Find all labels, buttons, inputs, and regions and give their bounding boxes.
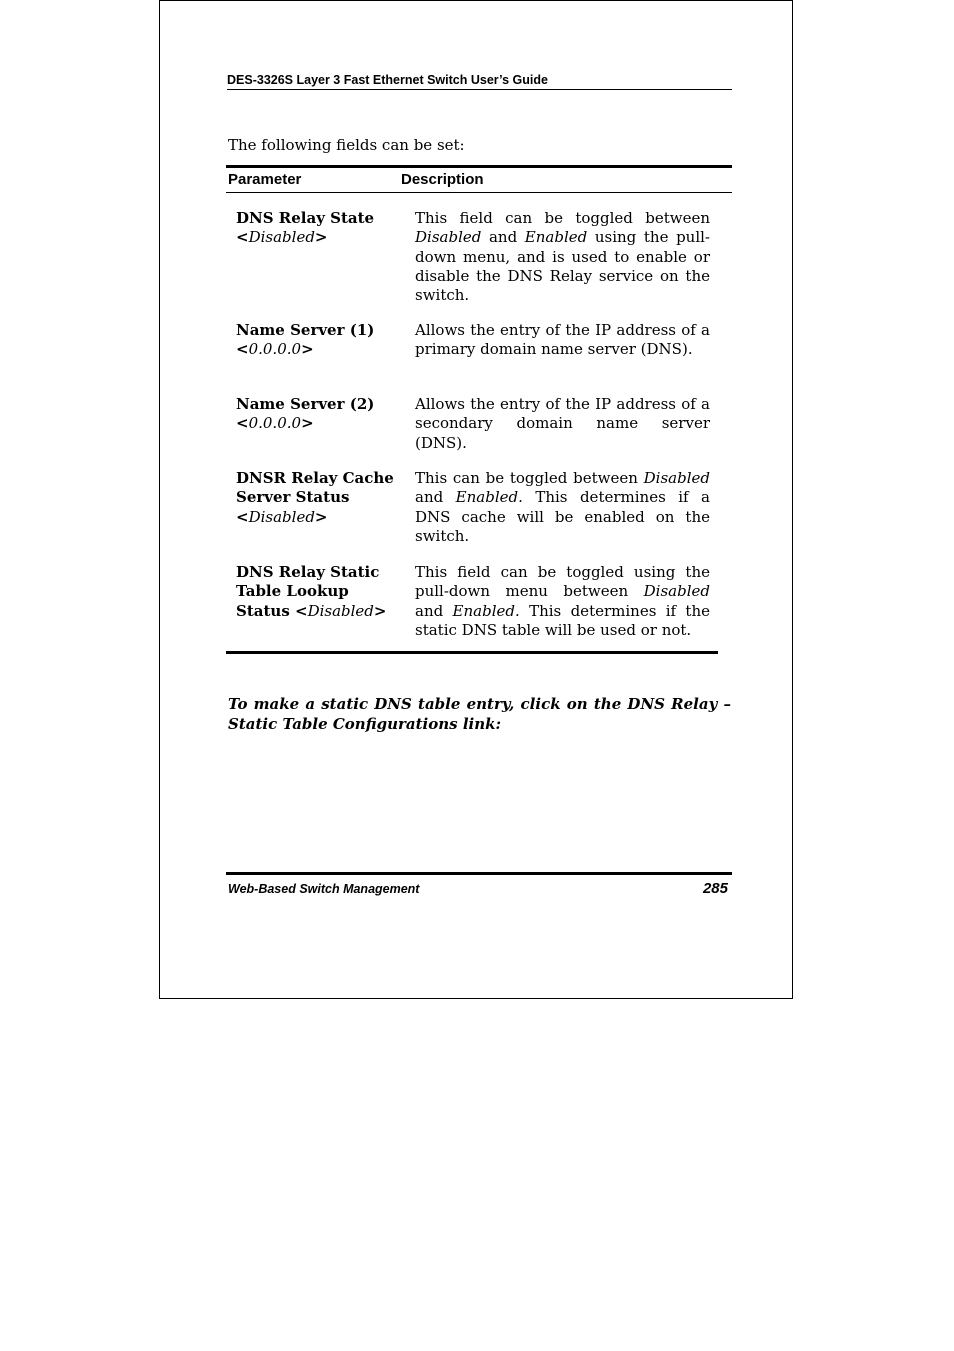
description-text: This field can be toggled using the pull-down menu between [415,563,710,601]
description-emphasis: Enabled. [455,488,523,507]
header-description: Description [401,171,484,188]
description-emphasis: Enabled [524,228,588,247]
description-text: and [415,488,456,507]
description-text: Allows the entry of the IP address of a secondary domain name server (DNS). [415,395,710,452]
parameter-default: Disabled [307,601,374,620]
parameter-name: Name Server (1) [236,321,375,339]
parameter-default: 0.0.0.0 [248,340,302,359]
description-emphasis: Disabled [643,582,710,601]
parameter-cell: Name Server (1) <0.0.0.0> [236,321,375,359]
parameter-name: DNS Relay State [236,209,375,227]
footer-section-title: Web-Based Switch Management [228,882,420,896]
description-cell [415,563,710,640]
description-emphasis: Disabled [643,469,710,487]
table-header-rule [226,192,732,193]
parameter-default: 0.0.0.0 [248,414,302,433]
parameter-cell: Name Server (2) <0.0.0.0> [236,395,375,433]
intro-text: The following fields can be set: [228,136,465,154]
parameter-cell: DNS Relay Static Table Lookup Status <Disabled> [236,563,387,620]
parameter-default: Disabled [248,507,315,526]
description-text: This determines if the static DNS table will be used or not. [415,601,710,639]
parameter-name: DNS Relay Static Table Lookup Status [236,563,380,620]
description-text: This determines if a DNS cache will be enabled on the switch. [415,488,710,545]
parameter-name: Name Server (2) [236,395,375,413]
description-text: and [481,228,525,247]
table-top-rule [226,165,732,168]
footer-rule [226,872,732,875]
description-text: This can be toggled between [415,469,644,487]
description-cell [415,395,710,453]
parameter-name: DNSR Relay Cache Server Status [236,469,394,507]
description-text: Allows the entry of the IP address of a primary domain name server (DNS). [415,321,710,359]
description-text: and [415,601,453,620]
page-number: 285 [702,880,728,897]
parameter-cell: DNS Relay State <Disabled> [236,209,375,247]
parameter-default: Disabled [248,228,315,247]
description-cell [415,209,710,305]
parameter-cell: DNSR Relay Cache Server Status <Disabled> [236,469,394,526]
instruction-text: To make a static DNS table entry, click on the DNS Relay – Static Table Configurations link: [228,695,731,733]
description-cell [415,321,710,360]
description-text: using the pull-down menu, and is used to enable or disable the DNS Relay service on the switch. [415,228,710,305]
table-bottom-rule [226,651,718,654]
description-text: This field can be toggled between [415,209,710,227]
description-cell [415,469,710,546]
description-emphasis: Disabled [415,228,482,247]
header-parameter: Parameter [228,171,302,188]
description-emphasis: Enabled. [452,601,520,620]
page-header: DES-3326S Layer 3 Fast Ethernet Switch User’s Guide [227,73,732,90]
